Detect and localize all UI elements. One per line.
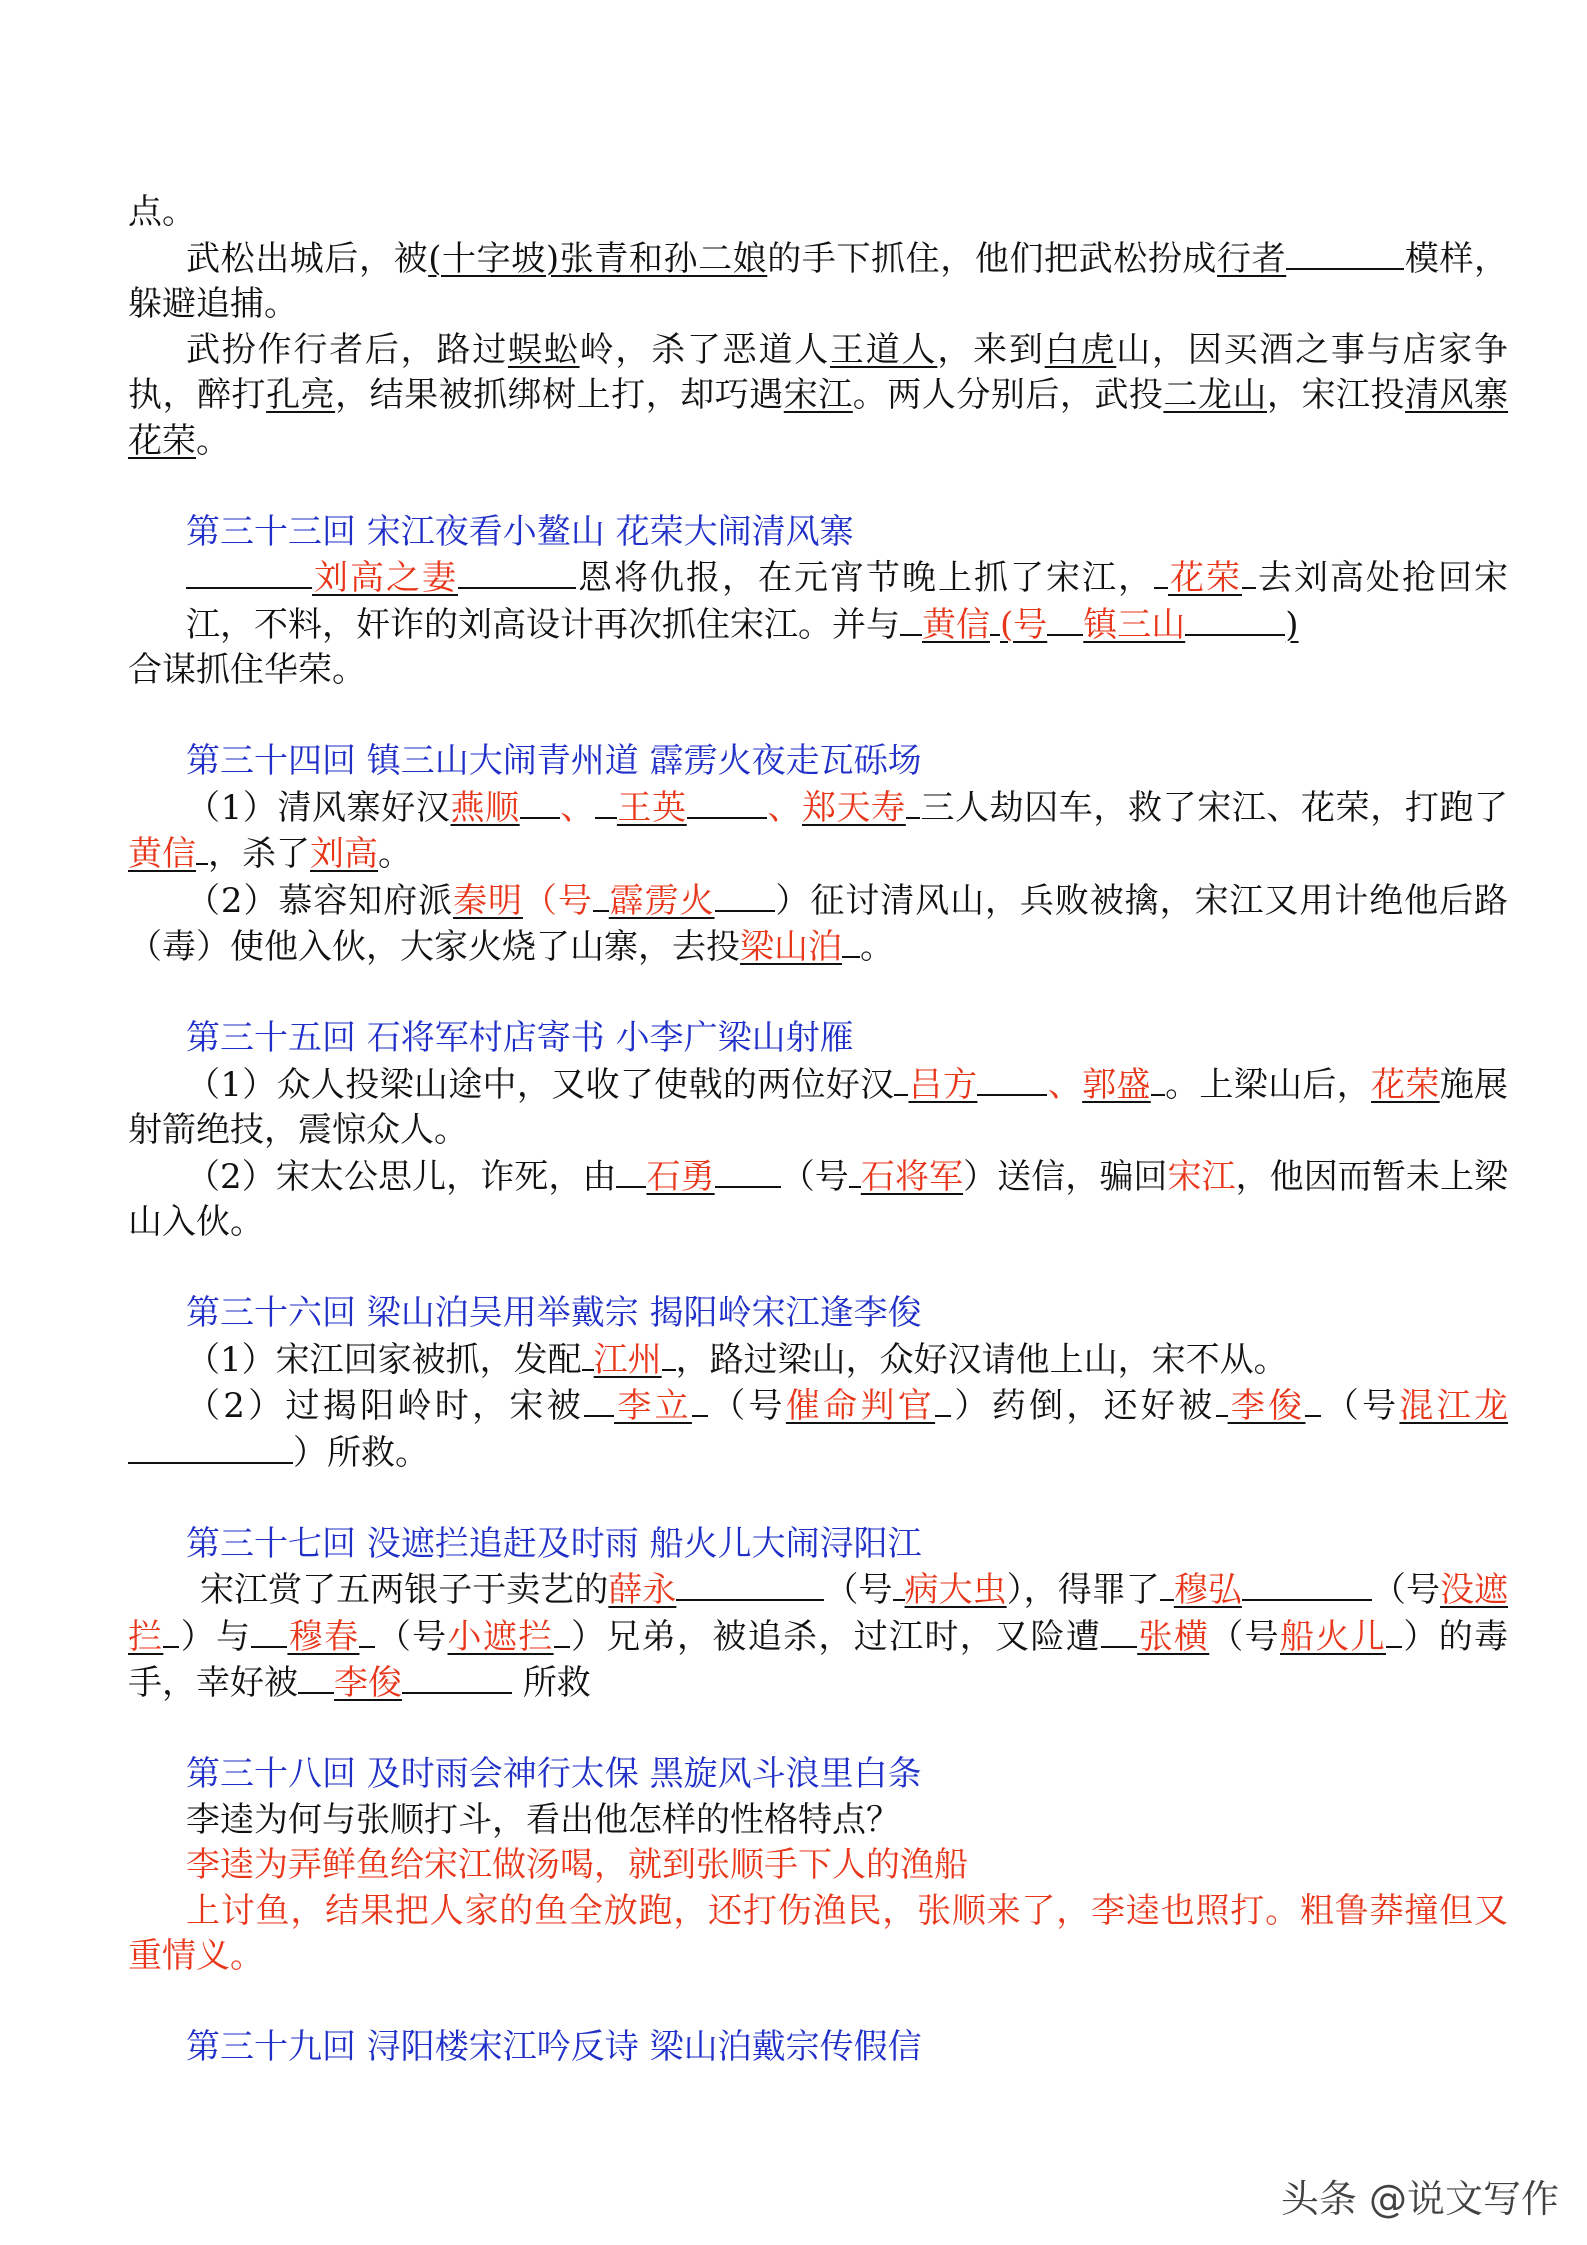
chapter-39-heading: 第三十九回 浔阳楼宋江吟反诗 梁山泊戴宗传假信: [186, 2027, 922, 2067]
chapter-36-item-1: （1）宋江回家被抓，发配 江州 ，路过梁山，众好汉请他上山，宋不从。: [128, 1337, 1508, 1384]
chapter-33-line-3: 合谋抓住华荣。: [128, 650, 366, 690]
chapter-37-paragraph: 宋江赏了五两银子于卖艺的薛永 （号 病大虫），得罪了 穆弘 （号没遮拦 ）与 穆春 （号小遮拦 ）兄弟，被追杀，过江时，又险遭 张横（号船火儿 ）的毒手，幸好被 李俊 所救: [128, 1567, 1508, 1707]
blank: [1286, 236, 1404, 270]
wusong-paragraph-1: 武松出城后，被(十字坡)张青和孙二娘的手下抓住，他们把武松扮成行者 模样，躲避追捕。: [128, 236, 1508, 328]
chapter-35-item-1: （1）众人投梁山途中，又收了使戟的两位好汉 吕方 、郭盛 。上梁山后，花荣施展射箭绝技，震惊众人。: [128, 1062, 1508, 1154]
chapter-35-heading: 第三十五回 石将军村店寄书 小李广梁山射雁: [186, 1018, 854, 1058]
intro-line: 点。: [128, 192, 196, 232]
document-content: [128, 190, 1508, 2071]
chapter-38-answer-2: 上讨鱼，结果把人家的鱼全放跑，还打伤渔民，张顺来了，李逵也照打。粗鲁莽撞但又重情义。: [128, 1890, 1508, 1976]
chapter-38-answer-1: 李逵为弄鲜鱼给宋江做汤喝，就到张顺手下人的渔船: [186, 1845, 968, 1885]
chapter-34-item-1: （1）清风寨好汉燕顺 、 王英 、郑天寿 三人劫囚车，救了宋江、花荣，打跑了黄信 ，杀了刘高。: [128, 785, 1508, 878]
watermark: 头条 @说文写作: [1280, 2177, 1559, 2221]
chapter-36-heading: 第三十六回 梁山泊吴用举戴宗 揭阳岭宋江逢李俊: [186, 1293, 922, 1333]
wusong-paragraph-2: 武扮作行者后，路过蜈蚣岭，杀了恶道人王道人，来到白虎山，因买酒之事与店家争执，醉打孔亮，结果被抓绑树上打，却巧遇宋江。两人分别后，武投二龙山，宋江投清风寨花荣。: [128, 329, 1509, 461]
chapter-36-item-2: （2）过揭阳岭时，宋被 李立 （号催命判官 ）药倒，还好被 李俊 （号混江龙）所救。: [128, 1383, 1508, 1476]
chapter-34-heading: 第三十四回 镇三山大闹青州道 霹雳火夜走瓦砾场: [186, 741, 922, 781]
chapter-33-heading: 第三十三回 宋江夜看小鳌山 花荣大闹清风寨: [186, 511, 854, 552]
chapter-35-item-2: （2）宋太公思儿，诈死，由 石勇 （号 石将军）送信，骗回宋江，他因而暂未上梁山入伙。: [128, 1154, 1508, 1246]
chapter-34-item-2: （2）慕容知府派秦明（号 霹雳火 ）征讨清风山，兵败被擒，宋江又用计绝他后路（毒）使他入伙，大家火烧了山寨，去投梁山泊 。: [128, 878, 1508, 971]
chapter-38-question: 李逵为何与张顺打斗，看出他怎样的性格特点？: [186, 1799, 900, 1840]
chapter-37-heading: 第三十七回 没遮拦追赶及时雨 船火儿大闹浔阳江: [186, 1523, 922, 1564]
chapter-38-heading: 第三十八回 及时雨会神行太保 黑旋风斗浪里白条: [186, 1754, 922, 1794]
chapter-33-paragraph: 刘高之妻 恩将仇报，在元宵节晚上抓了宋江， 花荣 去刘高处抢回宋江，不料，奸诈的刘高设计再次抓住宋江。并与 黄信 (号 镇三山 ): [128, 555, 1508, 648]
